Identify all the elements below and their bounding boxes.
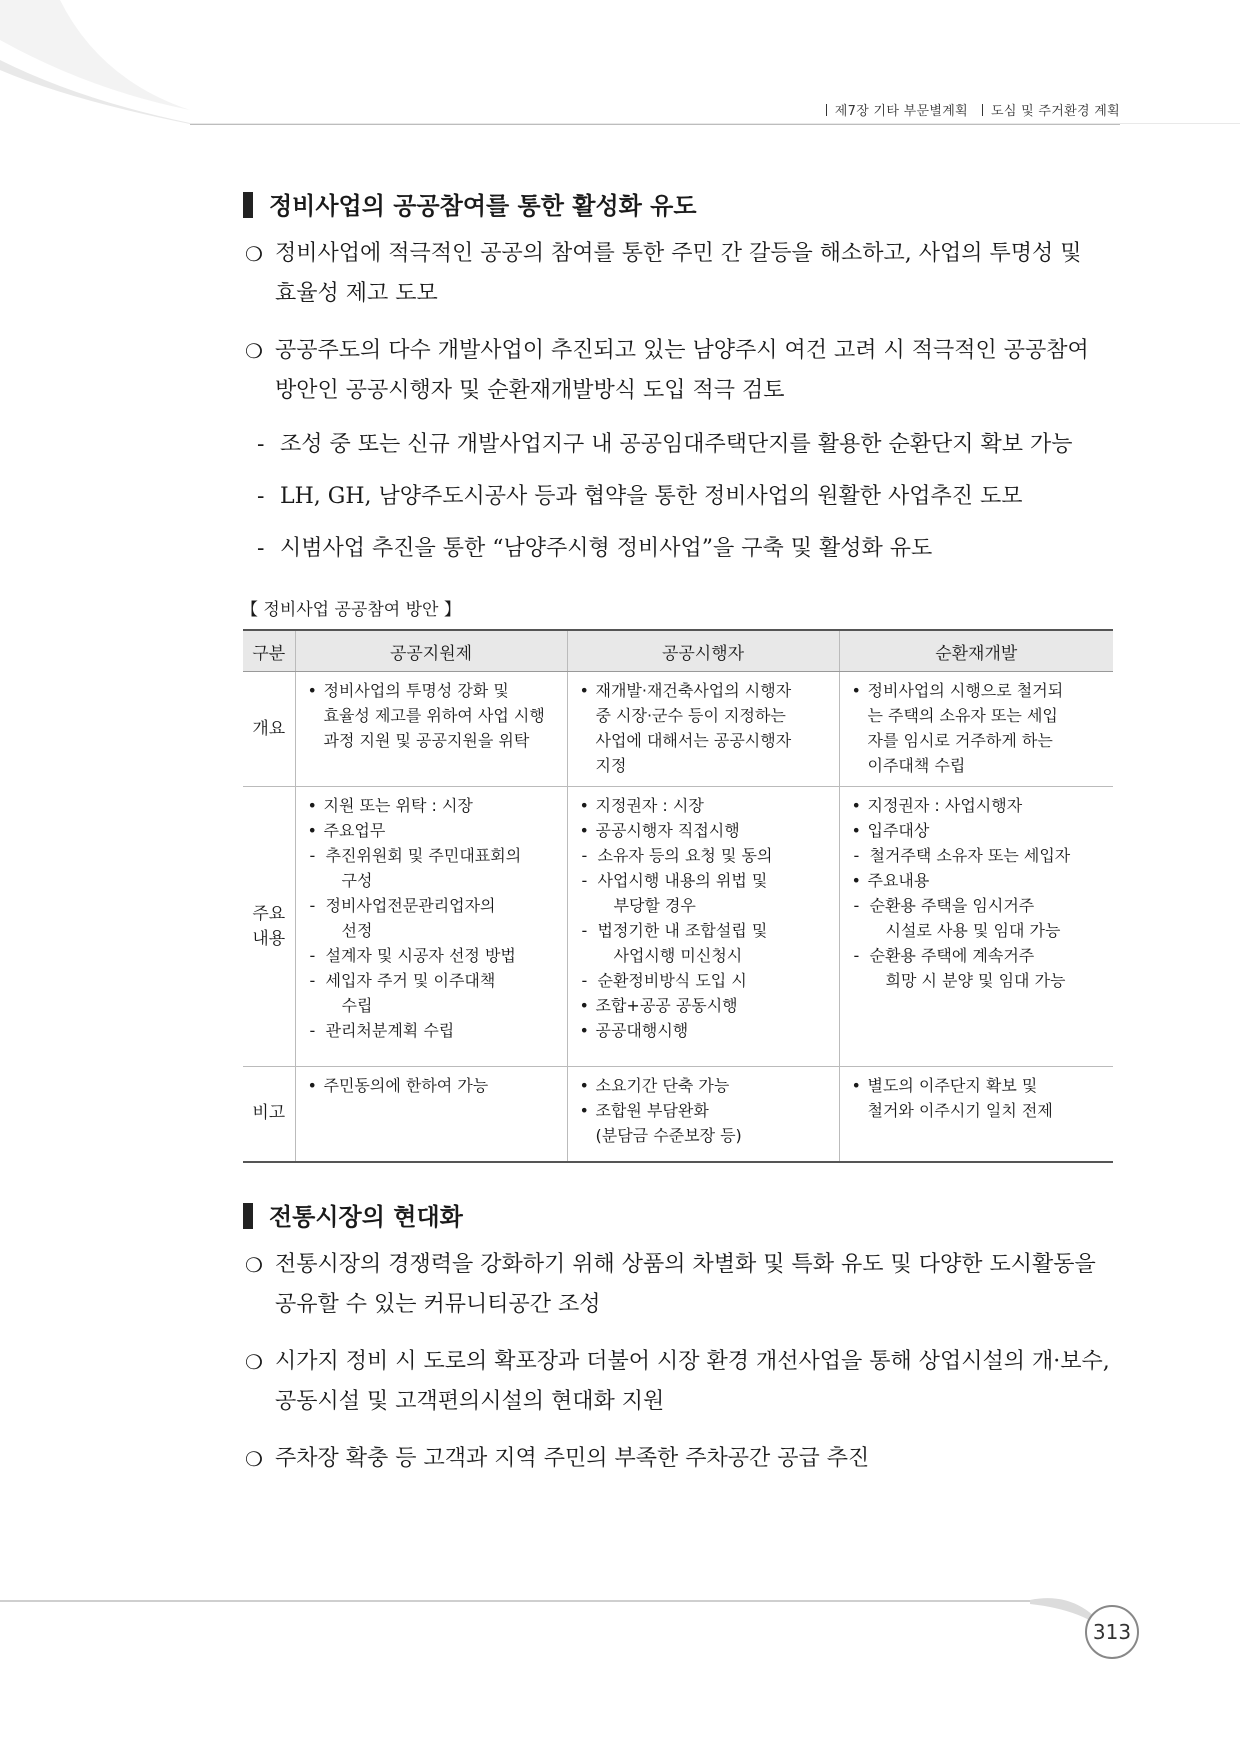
- section-marker: [243, 1203, 253, 1229]
- cell-line: [308, 843, 557, 868]
- cell-line: • 지정권자 : 시장: [580, 793, 829, 818]
- bullet-paragraph: [245, 1342, 1125, 1422]
- cell-line: [852, 843, 1104, 868]
- cell-line: • 공공대행시행: [580, 1018, 829, 1043]
- cell-line: [580, 968, 829, 993]
- dash-text: 조성 중 또는 신규 개발사업지구 내 공공임대주택단지를 활용한 순환단지 확보 가능: [280, 432, 1073, 457]
- row-label: [243, 787, 295, 1067]
- dash-icon: -: [581, 971, 588, 990]
- cell-line: [308, 943, 557, 968]
- row-label: 비고: [243, 1067, 295, 1162]
- cell-line: • 정비사업의 시행으로 철거되: [852, 678, 1104, 703]
- dash-item: [245, 477, 1125, 517]
- cell-line: 선정: [341, 921, 373, 940]
- cell-line: • 공공시행자 직접시행: [580, 818, 829, 843]
- cell-line: 철거와 이주시기 일치 전제: [867, 1101, 1053, 1120]
- page-number: 313: [1085, 1605, 1139, 1659]
- cell-line: 중 시장·군수 등이 지정하는: [595, 706, 786, 725]
- cell-line: • 소요기간 단축 가능: [580, 1073, 829, 1098]
- circle-bullet-icon: ❍: [245, 1349, 263, 1374]
- table-row-overview: [243, 672, 1113, 787]
- header-divider: [982, 104, 983, 116]
- cell-line: • 별도의 이주단지 확보 및: [852, 1073, 1104, 1098]
- table-cell: [839, 787, 1113, 1067]
- paragraph-line: 공유할 수 있는 커뮤니티공간 조성: [275, 1291, 601, 1317]
- page-header: [190, 88, 1120, 125]
- cell-line: 이주대책 수립: [867, 756, 966, 775]
- dash-icon: -: [257, 536, 265, 561]
- section-marker: [243, 192, 253, 218]
- dash-icon: -: [257, 484, 265, 509]
- cell-line: • 지원 또는 위탁 : 시장: [308, 793, 557, 818]
- section-title-text: 전통시장의 현대화: [269, 1202, 463, 1231]
- dash-icon: -: [309, 971, 316, 990]
- dash-text: 시범사업 추진을 통한 “남양주시형 정비사업”을 구축 및 활성화 유도: [280, 536, 933, 561]
- paragraph-line: 공동시설 및 고객편의시설의 현대화 지원: [275, 1388, 665, 1414]
- cell-line: • 조합+공공 공동시행: [580, 993, 829, 1018]
- cell-text: 순환용 주택을 임시거주: [869, 896, 1035, 915]
- cell-text: 세입자 주거 및 이주대책: [325, 971, 496, 990]
- cell-text: 설계자 및 시공자 선정 방법: [325, 946, 516, 965]
- cell-line: 사업에 대해서는 공공시행자: [595, 731, 792, 750]
- cell-text: 추진위원회 및 주민대표회의: [325, 846, 522, 865]
- dash-icon: -: [309, 846, 316, 865]
- cell-line: 자를 임시로 거주하게 하는: [867, 731, 1053, 750]
- cell-text: 사업시행 내용의 위법 및: [597, 871, 768, 890]
- dash-icon: -: [853, 946, 860, 965]
- row-label-line: 내용: [252, 928, 286, 949]
- cell-line: • 주요내용: [852, 868, 1104, 893]
- cell-line: • 정비사업의 투명성 강화 및: [308, 678, 557, 703]
- header-text: [812, 100, 1120, 119]
- cell-line: [308, 968, 557, 993]
- section-title-text: 정비사업의 공공참여를 통한 활성화 유도: [269, 192, 697, 220]
- cell-line: 과정 지원 및 공공지원을 위탁: [323, 731, 530, 750]
- cell-line: 부당할 경우: [613, 896, 696, 915]
- cell-line: 수립: [341, 996, 373, 1015]
- cell-line: [580, 868, 829, 893]
- bullet-paragraph: [245, 234, 1125, 314]
- dash-icon: -: [853, 846, 860, 865]
- dash-item: [245, 425, 1125, 465]
- paragraph-line: 효율성 제고 도모: [275, 281, 438, 306]
- bullet-paragraph: [245, 1245, 1125, 1325]
- dash-icon: -: [581, 846, 588, 865]
- header-divider: [826, 104, 827, 116]
- cell-line: 구성: [341, 871, 373, 890]
- paragraph-line: 정비사업에 적극적인 공공의 참여를 통한 주민 간 갈등을 해소하고, 사업의 투명성 및: [275, 241, 1082, 266]
- participation-table: [243, 629, 1113, 1163]
- dash-icon: -: [309, 1021, 316, 1040]
- dash-icon: -: [581, 871, 588, 890]
- cell-line: [580, 918, 829, 943]
- footer-decoration: [0, 1560, 1240, 1680]
- cell-text: 소유자 등의 요청 및 동의: [597, 846, 773, 865]
- dash-icon: -: [853, 896, 860, 915]
- dash-icon: -: [309, 896, 316, 915]
- cell-line: 효율성 제고를 위하여 사업 시행: [323, 706, 545, 725]
- cell-line: 는 주택의 소유자 또는 세입: [867, 706, 1058, 725]
- cell-line: • 조합원 부담완화: [580, 1098, 829, 1123]
- table-cell: [567, 787, 839, 1067]
- section-title-1: [243, 190, 1125, 222]
- table-header-row: [243, 630, 1113, 672]
- cell-line: 지정: [595, 756, 627, 775]
- circle-bullet-icon: ❍: [245, 1252, 263, 1277]
- main-content: [241, 190, 1125, 1479]
- table-row-remarks: [243, 1067, 1113, 1162]
- column-header: 순환재개발: [839, 630, 1113, 672]
- table-caption: 【 정비사업 공공참여 방안 】: [241, 600, 461, 620]
- cell-line: [308, 893, 557, 918]
- circle-bullet-icon: ❍: [245, 339, 263, 363]
- dash-icon: -: [309, 946, 316, 965]
- dash-icon: -: [257, 432, 265, 457]
- table-cell: [839, 672, 1113, 787]
- dash-text: LH, GH, 남양주도시공사 등과 협약을 통한 정비사업의 원활한 사업추진 도모: [280, 484, 1023, 509]
- paragraph-line: 전통시장의 경쟁력을 강화하기 위해 상품의 차별화 및 특화 유도 및 다양한 도시활동을: [275, 1251, 1096, 1277]
- cell-line: • 입주대상: [852, 818, 1104, 843]
- bullet-paragraph: [245, 331, 1125, 411]
- table-cell: [839, 1067, 1113, 1162]
- column-header: 공공시행자: [567, 630, 839, 672]
- dash-item: [245, 529, 1125, 569]
- cell-line: 사업시행 미신청시: [613, 946, 743, 965]
- cell-line: [852, 893, 1104, 918]
- cell-line: [580, 843, 829, 868]
- cell-text: 순환용 주택에 계속거주: [869, 946, 1035, 965]
- column-header: 공공지원제: [295, 630, 567, 672]
- cell-line: • 주민동의에 한하여 가능: [308, 1073, 557, 1098]
- header-chapter: 제7장 기타 부문별계획: [834, 104, 968, 119]
- paragraph-line: 주차장 확충 등 고객과 지역 주민의 부족한 주차공간 공급 추진: [275, 1445, 870, 1471]
- cell-line: 희망 시 분양 및 임대 가능: [885, 971, 1066, 990]
- bullet-paragraph: [245, 1439, 1125, 1479]
- table-row-main-content: [243, 787, 1113, 1067]
- cell-line: [852, 943, 1104, 968]
- cell-text: 철거주택 소유자 또는 세입자: [869, 846, 1071, 865]
- paragraph-line: 공공주도의 다수 개발사업이 추진되고 있는 남양주시 여건 고려 시 적극적인 공공참여: [275, 338, 1089, 363]
- cell-line: [308, 1018, 557, 1043]
- table-cell: [567, 672, 839, 787]
- cell-line: • 지정권자 : 사업시행자: [852, 793, 1104, 818]
- row-label-line: 주요: [252, 903, 286, 924]
- column-header: 구분: [243, 630, 295, 672]
- paragraph-line: 방안인 공공시행자 및 순환재개발방식 도입 적극 검토: [275, 378, 785, 403]
- row-label: 개요: [243, 672, 295, 787]
- table-cell: [295, 672, 567, 787]
- table-cell: [295, 787, 567, 1067]
- cell-text: 관리처분계획 수립: [325, 1021, 455, 1040]
- header-section: 도심 및 주거환경 계획: [990, 104, 1120, 119]
- cell-line: (분담금 수준보장 등): [595, 1126, 742, 1145]
- cell-text: 정비사업전문관리업자의: [325, 896, 496, 915]
- section-title-2: [243, 1201, 1125, 1233]
- circle-bullet-icon: ❍: [245, 1446, 263, 1471]
- cell-line: • 주요업무: [308, 818, 557, 843]
- table-cell: [295, 1067, 567, 1162]
- cell-text: 순환정비방식 도입 시: [597, 971, 747, 990]
- cell-text: 법정기한 내 조합설립 및: [597, 921, 768, 940]
- circle-bullet-icon: ❍: [245, 242, 263, 266]
- dash-icon: -: [581, 921, 588, 940]
- paragraph-line: 시가지 정비 시 도로의 확포장과 더불어 시장 환경 개선사업을 통해 상업시설의 개·보수,: [275, 1348, 1110, 1374]
- cell-line: • 재개발·재건축사업의 시행자: [580, 678, 829, 703]
- table-cell: [567, 1067, 839, 1162]
- cell-line: 시설로 사용 및 임대 가능: [885, 921, 1061, 940]
